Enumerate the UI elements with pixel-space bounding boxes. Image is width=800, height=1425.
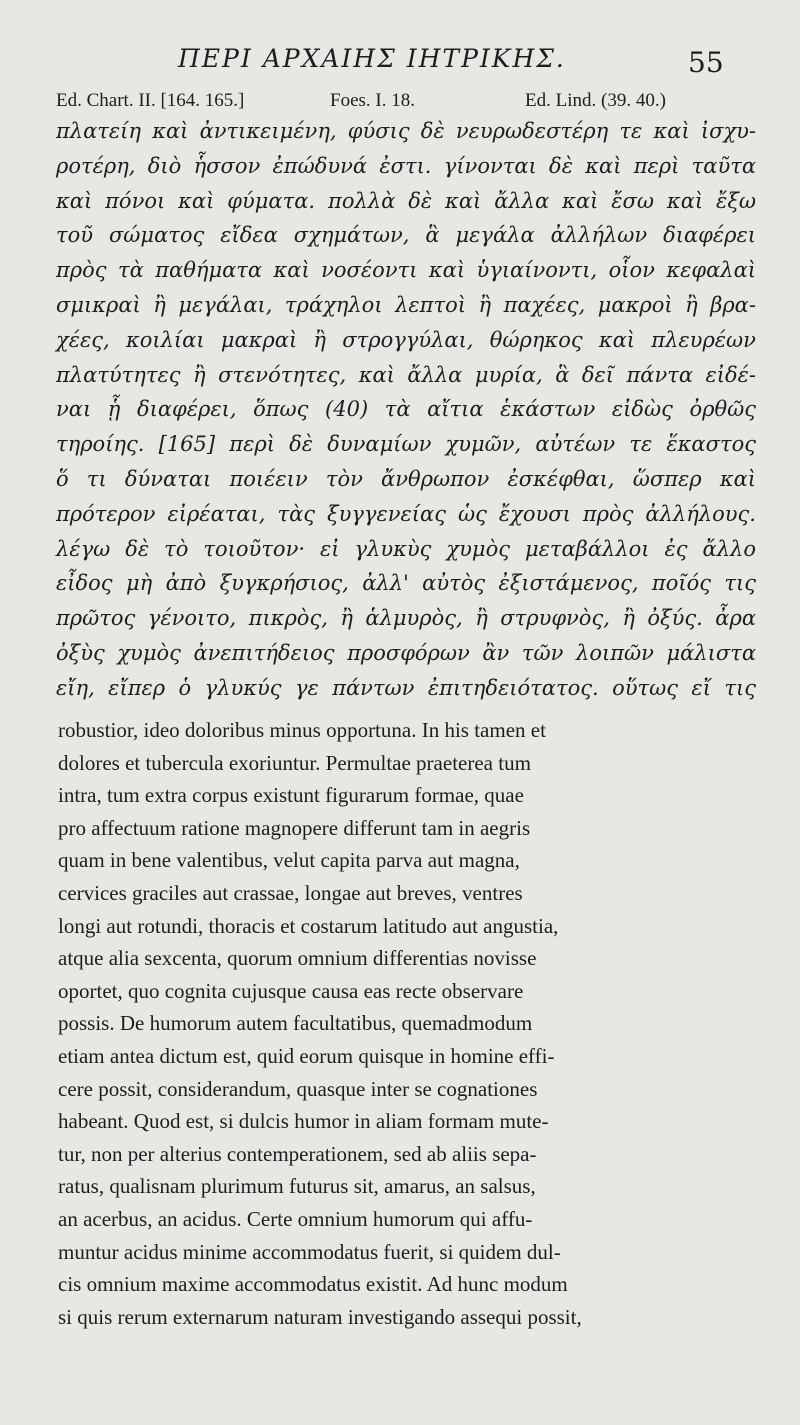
text-line: atque alia sexcenta, quorum omnium differentias novisse [58,946,537,971]
text-line: πλατείη καὶ ἀντικειμένη, φύσις δὲ νευρωδεστέρη τε καὶ ἰσχυ- [56,119,757,143]
text-line: cervices graciles aut crassae, longae aut breves, ventres [58,880,523,905]
text-line: εἴη, εἴπερ ὁ γλυκύς γε πάντων ἐπιτηδειότατος. οὕτως εἴ τις [56,675,756,700]
text-line: habeant. Quod est, si dulcis humor in aliam formam mute- [58,1109,549,1134]
text-line: tur, non per alterius contemperationem, sed ab aliis sepa- [58,1141,537,1166]
text-line: πρότερον εἰρέαται, τὰς ξυγγενείας ὡς ἔχουσι πρὸς ἀλλήλους. [56,501,756,526]
text-line: dolores et tubercula exoriuntur. Permultae praeterea tum [58,750,531,775]
text-line: λέγω δὲ τὸ τοιοῦτον· εἰ γλυκὺς χυμὸς μεταβάλλοι ἐς ἄλλο [56,536,756,561]
edition-ref-foes: Foes. I. 18. [330,90,415,111]
text-line: etiam antea dictum est, quid eorum quisque in homine effi- [58,1043,555,1068]
text-line: oportet, quo cognita cujusque causa eas recte observare [58,978,524,1003]
text-line: cis omnium maxime accommodatus existit. Ad hunc modum [58,1272,568,1297]
text-line: τηροίης. [165] περὶ δὲ δυναμίων χυμῶν, αὐτέων τε ἕκαστος [56,432,756,457]
running-header [0,40,800,80]
text-line: intra, tum extra corpus existunt figurarum formae, quae [58,783,524,808]
text-line: ratus, qualisnam plurimum futurus sit, amarus, an salsus, [58,1174,536,1199]
text-line: πλατύτητες ἢ στενότητες, καὶ ἄλλα μυρία, ἃ δεῖ πάντα εἰδέ- [56,362,757,387]
text-line: muntur acidus minime accommodatus fuerit, si quidem dul- [58,1239,561,1264]
text-line: καὶ πόνοι καὶ φύματα. πολλὰ δὲ καὶ ἄλλα καὶ ἔσω καὶ ἔξω [56,188,757,213]
text-line: robustior, ideo doloribus minus opportuna. In his tamen et [58,718,546,742]
running-title: ΠΕΡΙ ΑΡΧΑΙΗΣ ΙΗΤΡΙΚΗΣ. [178,44,566,73]
text-line: pro affectuum ratione magnopere differunt tam in aegris [58,815,531,840]
text-line: ροτέρη, διὸ ἧσσον ἐπώδυνά ἐστι. γίνονται δὲ καὶ περὶ ταῦτα [56,153,757,178]
text-line: cere possit, considerandum, quasque inter se cognationes [58,1076,538,1101]
text-line: quam in bene valentibus, velut capita parva aut magna, [58,848,520,873]
text-line: τοῦ σώματος εἴδεα σχημάτων, ἃ μεγάλα ἀλλήλων διαφέρει [56,223,756,248]
page-number: 55 [688,46,724,79]
text-line: possis. De humorum autem facultatibus, quemadmodum [58,1011,533,1036]
greek-text-block [56,114,756,706]
text-line: πρὸς τὰ παθήματα καὶ νοσέοντι καὶ ὑγιαίνοντι, οἷον κεφαλαὶ [56,258,756,283]
edition-ref-chartier: Ed. Chart. II. [164. 165.] [56,90,245,111]
text-line: εἶδος μὴ ἀπὸ ξυγκρήσιος, ἀλλ' αὐτὸς ἐξιστάμενος, ποῖός τις [56,571,757,596]
text-line: si quis rerum externarum naturam investigando assequi possit, [58,1304,582,1329]
edition-ref-linden: Ed. Lind. (39. 40.) [525,90,666,111]
latin-translation-block [58,714,758,1333]
text-line: ὀξὺς χυμὸς ἀνεπιτήδειος προσφόρων ἂν τῶν λοιπῶν μάλιστα [56,640,756,665]
text-line: ναι ᾗ διαφέρει, ὅπως (40) τὰ αἴτια ἑκάστων εἰδὼς ὀρθῶς [56,397,756,422]
text-line: ὅ τι δύναται ποιέειν τὸν ἄνθρωπον ἐσκέφθαι, ὥσπερ καὶ [56,466,757,491]
text-line: an acerbus, an acidus. Certe omnium humorum qui affu- [58,1206,533,1231]
text-line: σμικραὶ ἢ μεγάλαι, τράχηλοι λεπτοὶ ἢ παχέες, μακροὶ ἢ βρα- [56,292,756,317]
text-line: χέες, κοιλίαι μακραὶ ἢ στρογγύλαι, θώρηκος καὶ πλευρέων [56,327,756,352]
text-line: longi aut rotundi, thoracis et costarum latitudo aut angustia, [58,913,559,938]
text-line: πρῶτος γένοιτο, πικρὸς, ἢ ἁλμυρὸς, ἢ στρυφνὸς, ἢ ὀξύς. ἆρα [56,606,757,631]
